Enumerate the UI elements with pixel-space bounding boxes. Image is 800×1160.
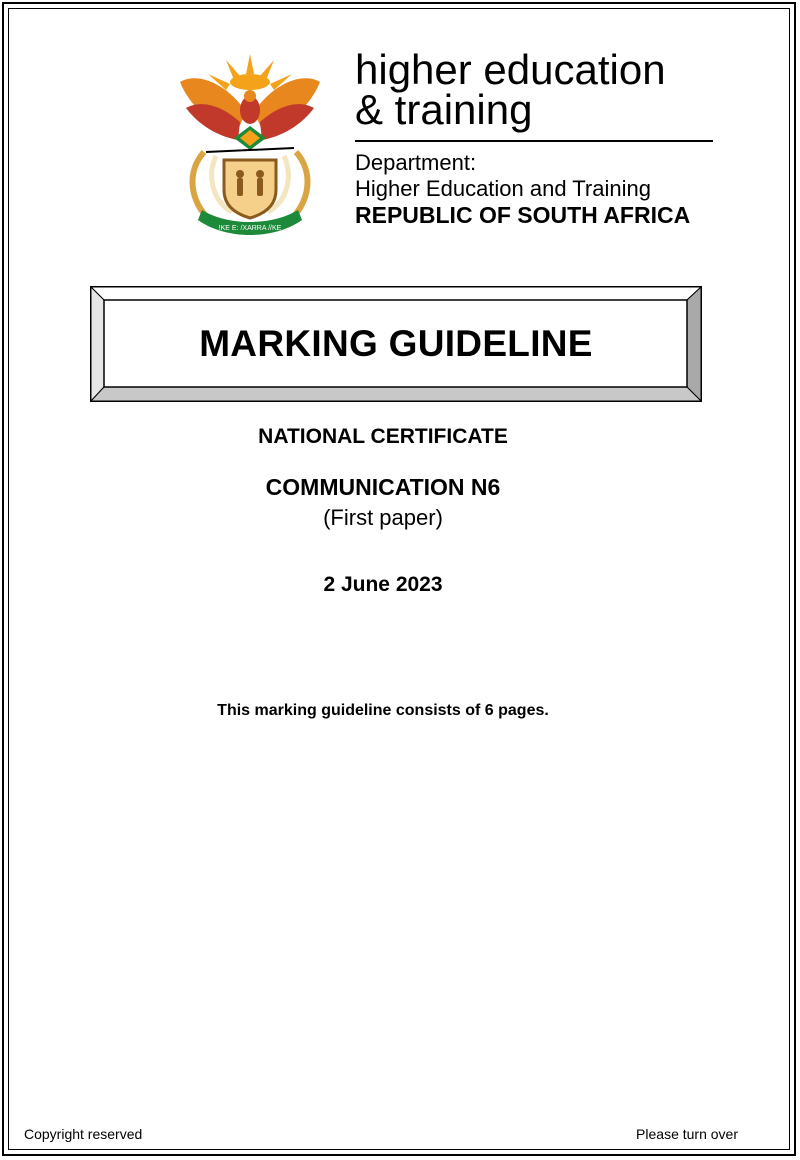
department-info [355, 150, 690, 228]
department-name: Higher Education and Training [355, 176, 651, 201]
brand-line-1: higher education [355, 46, 666, 93]
paper-subtitle: (First paper) [323, 505, 443, 530]
footer-turn-over: Please turn over [636, 1126, 738, 1142]
brand-line-2: & training [355, 86, 533, 133]
department-label: Department: [355, 150, 477, 175]
exam-date: 2 June 2023 [323, 573, 443, 596]
document-title: MARKING GUIDELINE [199, 323, 593, 364]
country-name: REPUBLIC OF SOUTH AFRICA [355, 202, 691, 228]
subject-heading: COMMUNICATION N6 [265, 474, 501, 500]
brand-divider [355, 140, 713, 142]
certificate-heading: NATIONAL CERTIFICATE [258, 425, 508, 448]
coat-of-arms-icon [176, 52, 324, 242]
department-branding [355, 46, 715, 228]
title-banner [90, 286, 702, 402]
footer-copyright: Copyright reserved [24, 1126, 143, 1142]
crest-motto: !KE E: /XARRA //KE [218, 225, 282, 232]
page-count-note: This marking guideline consists of 6 pages. [217, 702, 549, 719]
